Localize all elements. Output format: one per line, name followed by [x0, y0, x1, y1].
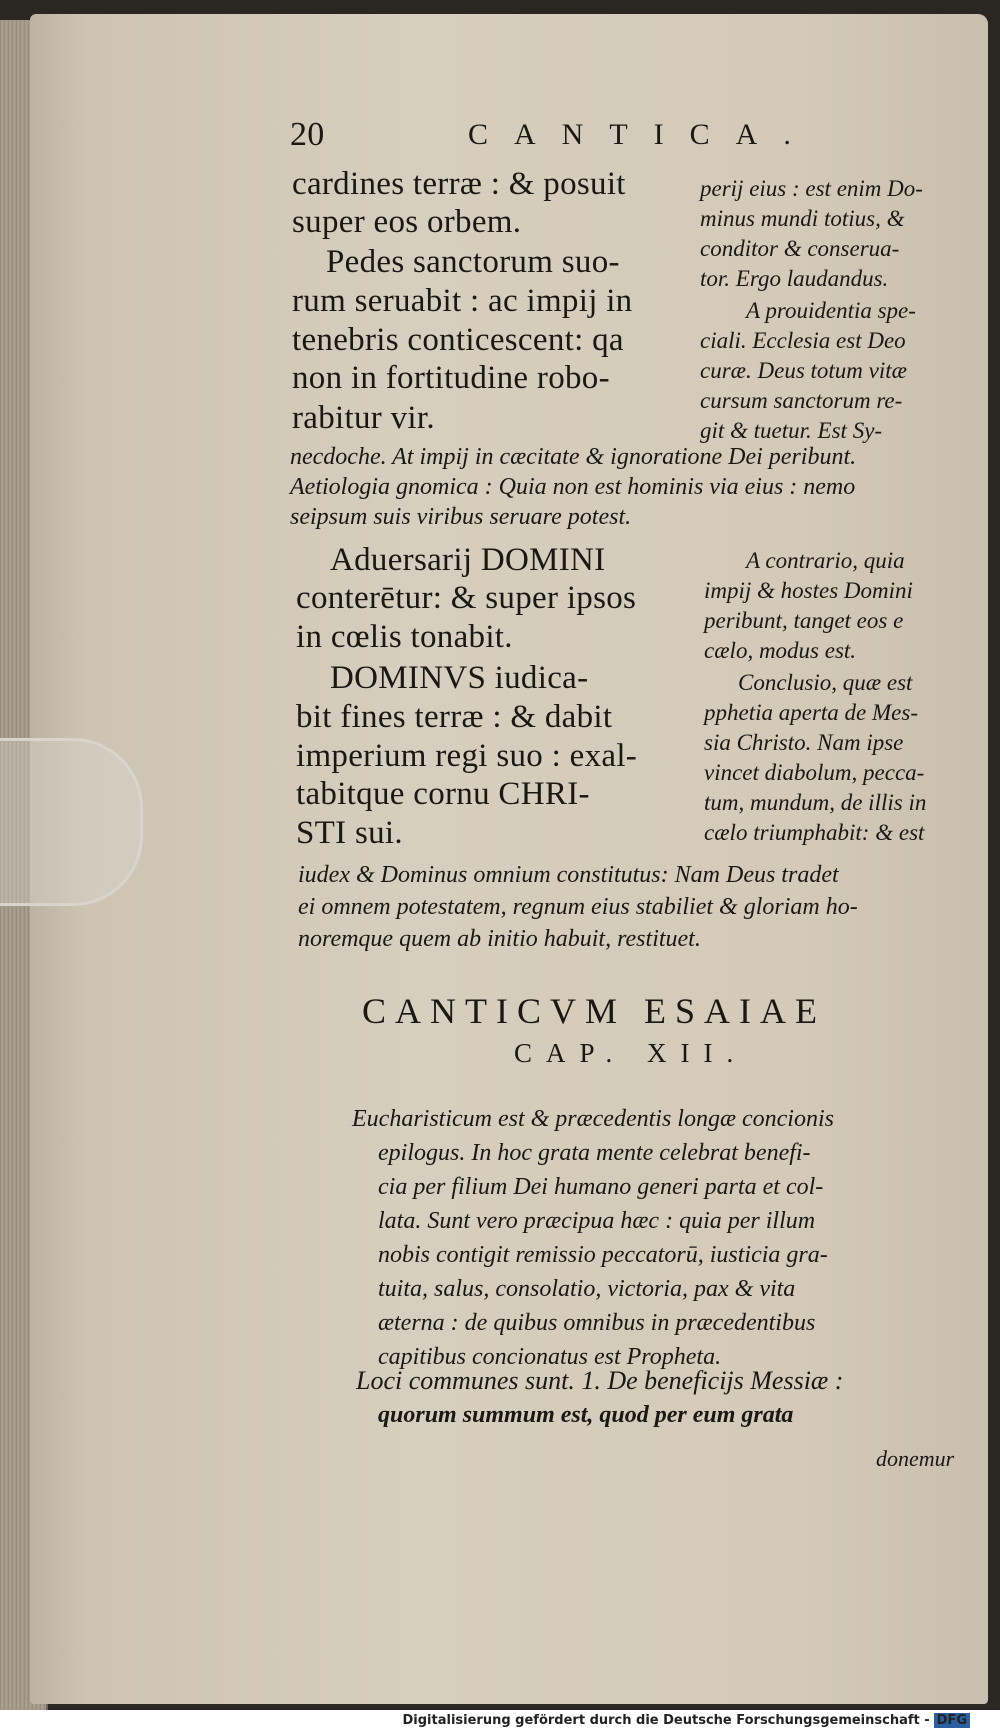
text-line: conterētur: & super ipsos [296, 580, 637, 616]
text-line: Pedes sanctorum suo- [326, 244, 620, 280]
argument-line: lata. Sunt vero præcipua hæc : quia per illum [378, 1208, 816, 1234]
argument-line: Loci communes sunt. 1. De beneficijs Messiæ : [356, 1366, 844, 1395]
gloss-line: cursum sanctorum re- [700, 388, 903, 413]
running-title: CANTICA. [468, 118, 817, 151]
gloss-line: Aetiologia gnomica : Quia non est hominis via eius : nemo [290, 474, 856, 500]
gloss-line: git & tuetur. Est Sy- [700, 418, 883, 443]
section-title: CANTICVM ESAIAE [362, 991, 826, 1031]
text-line: in cœlis tonabit. [296, 619, 513, 655]
argument-line: tuita, salus, consolatio, victoria, pax & vita [378, 1276, 796, 1302]
argument-line: cia per filium Dei humano generi parta et col- [378, 1174, 824, 1200]
argument-line: æterna : de quibus omnibus in præcedentibus [378, 1310, 816, 1336]
argument-line: nobis contigit remissio peccatorū, iusticia gra- [378, 1242, 828, 1268]
gloss-line: tor. Ergo laudandus. [700, 266, 889, 291]
catchword: donemur [876, 1446, 955, 1471]
page-number: 20 [290, 116, 325, 153]
gloss-line: pphetia aperta de Mes- [704, 700, 918, 725]
argument-line: capitibus concionatus est Propheta. [378, 1344, 722, 1370]
gloss-line: perij eius : est enim Do- [700, 176, 923, 201]
gloss-line: cælo, modus est. [704, 638, 857, 663]
gloss-line: cælo triumphabit: & est [704, 820, 925, 845]
gloss-line: necdoche. At impij in cæcitate & ignoratione Dei peribunt. [290, 444, 857, 470]
gloss-line: sia Christo. Nam ipse [704, 730, 904, 755]
text-line: DOMINVS iudica- [330, 660, 589, 696]
argument-line: quorum summum est, quod per eum grata [378, 1402, 794, 1428]
text-line: imperium regi suo : exal- [296, 738, 638, 774]
text-line: cardines terræ : & posuit [292, 166, 626, 202]
dfg-logo: DFG [934, 1713, 970, 1728]
gloss-line: vincet diabolum, pecca- [704, 760, 925, 785]
text-line: tenebris conticescent: qa [292, 322, 624, 358]
gloss-line: tum, mundum, de illis in [704, 790, 927, 815]
text-line: rum seruabit : ac impij in [292, 283, 633, 319]
text-line: STI sui. [296, 815, 403, 851]
text-line: bit fines terræ : & dabit [296, 699, 613, 735]
gloss-line: peribunt, tanget eos e [704, 608, 904, 633]
gloss-line: conditor & conserua- [700, 236, 900, 261]
text-line: rabitur vir. [292, 400, 435, 436]
argument-line: epilogus. In hoc grata mente celebrat benefi- [378, 1140, 811, 1166]
text-line: super eos orbem. [292, 204, 522, 240]
gloss-line: curæ. Deus totum vitæ [700, 358, 907, 383]
gloss-line: seipsum suis viribus seruare potest. [290, 504, 632, 530]
gloss-line: Conclusio, quæ est [738, 670, 913, 695]
gloss-line: ciali. Ecclesia est Deo [700, 328, 906, 353]
footer-credit [403, 1713, 971, 1728]
gloss-line: minus mundi totius, & [700, 206, 905, 231]
gloss-line: A contrario, quia [746, 548, 905, 573]
text-line: non in fortitudine robo- [292, 360, 610, 396]
gloss-line: noremque quem ab initio habuit, restituet. [298, 926, 701, 952]
page-clip [0, 738, 143, 906]
gloss-line: iudex & Dominus omnium constitutus: Nam Deus tradet [298, 862, 839, 888]
chapter-title: CAP. XII. [514, 1038, 748, 1068]
footer-bar [0, 1710, 1000, 1732]
gloss-line: impij & hostes Domini [704, 578, 913, 603]
footer-credit-text: Digitalisierung gefördert durch die Deutsche Forschungsgemeinschaft - [402, 1713, 930, 1728]
argument-line: Eucharisticum est & præcedentis longæ concionis [352, 1106, 834, 1132]
gloss-line: A prouidentia spe- [746, 298, 916, 323]
gloss-line: ei omnem potestatem, regnum eius stabiliet & gloriam ho- [298, 894, 858, 920]
text-line: tabitque cornu CHRI- [296, 776, 590, 812]
text-line: Aduersarij DOMINI [330, 542, 606, 578]
